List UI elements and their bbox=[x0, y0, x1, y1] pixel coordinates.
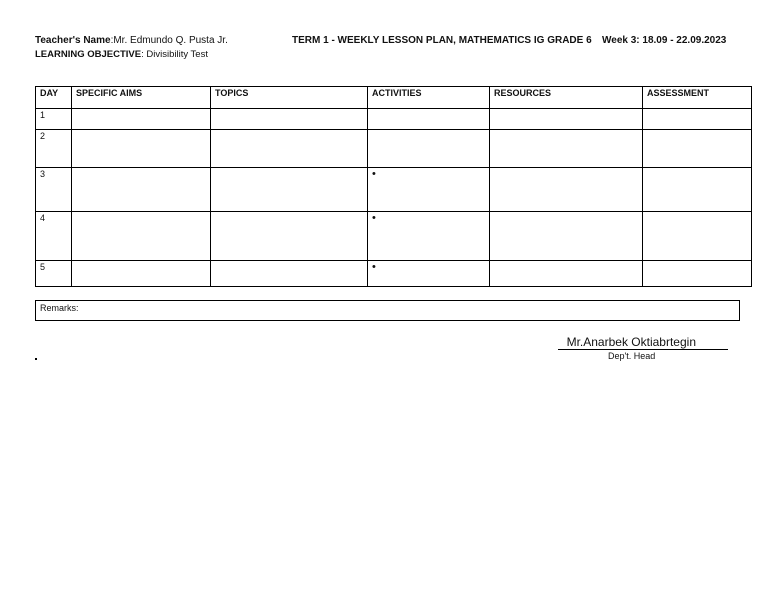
assessment-cell[interactable] bbox=[643, 109, 752, 130]
stray-dot bbox=[35, 358, 37, 360]
table-header-row bbox=[36, 87, 752, 109]
day-cell: 2 bbox=[36, 130, 72, 168]
dept-head-title: Dep't. Head bbox=[608, 351, 656, 361]
bullet-icon: • bbox=[372, 261, 376, 273]
teacher-name-label: Teacher's Name bbox=[35, 35, 111, 46]
table-row bbox=[36, 212, 752, 261]
column-header-topics: TOPICS bbox=[211, 87, 368, 109]
assessment-cell[interactable] bbox=[643, 212, 752, 261]
topics-cell[interactable] bbox=[211, 212, 368, 261]
topics-cell[interactable] bbox=[211, 109, 368, 130]
topics-cell[interactable] bbox=[211, 261, 368, 287]
bullet-icon: • bbox=[372, 168, 376, 180]
day-cell: 3 bbox=[36, 168, 72, 212]
table-row bbox=[36, 261, 752, 287]
activities-cell[interactable] bbox=[368, 109, 490, 130]
topics-cell[interactable] bbox=[211, 130, 368, 168]
column-header-activities: ACTIVITIES bbox=[368, 87, 490, 109]
learning-objective-label: LEARNING OBJECTIVE bbox=[35, 49, 142, 60]
column-header-resources: RESOURCES bbox=[490, 87, 643, 109]
remarks-box[interactable] bbox=[35, 300, 740, 321]
specific-aims-cell[interactable] bbox=[72, 109, 211, 130]
table-row bbox=[36, 168, 752, 212]
dept-head-signature: Mr.Anarbek Oktiabrtegin bbox=[558, 335, 728, 350]
resources-cell[interactable] bbox=[490, 168, 643, 212]
bullet-icon: • bbox=[372, 212, 376, 224]
resources-cell[interactable] bbox=[490, 109, 643, 130]
activities-cell[interactable] bbox=[368, 212, 490, 261]
assessment-cell[interactable] bbox=[643, 168, 752, 212]
table-row bbox=[36, 130, 752, 168]
resources-cell[interactable] bbox=[490, 130, 643, 168]
column-header-assessment: ASSESSMENT bbox=[643, 87, 752, 109]
column-header-day: DAY bbox=[36, 87, 72, 109]
remarks-label: Remarks: bbox=[40, 303, 79, 313]
topics-cell[interactable] bbox=[211, 168, 368, 212]
learning-objective bbox=[35, 49, 208, 60]
table-row bbox=[36, 109, 752, 130]
week-range: Week 3: 18.09 - 22.09.2023 bbox=[602, 35, 727, 46]
activities-cell[interactable] bbox=[368, 130, 490, 168]
learning-objective-value: : Divisibility Test bbox=[141, 49, 208, 60]
assessment-cell[interactable] bbox=[643, 130, 752, 168]
teacher-name bbox=[35, 35, 228, 46]
day-cell: 4 bbox=[36, 212, 72, 261]
teacher-name-value: :Mr. Edmundo Q. Pusta Jr. bbox=[110, 35, 228, 46]
resources-cell[interactable] bbox=[490, 261, 643, 287]
specific-aims-cell[interactable] bbox=[72, 261, 211, 287]
specific-aims-cell[interactable] bbox=[72, 130, 211, 168]
day-cell: 1 bbox=[36, 109, 72, 130]
lesson-plan-table bbox=[35, 86, 752, 287]
day-cell: 5 bbox=[36, 261, 72, 287]
specific-aims-cell[interactable] bbox=[72, 168, 211, 212]
column-header-specific-aims: SPECIFIC AIMS bbox=[72, 87, 211, 109]
activities-cell[interactable] bbox=[368, 261, 490, 287]
specific-aims-cell[interactable] bbox=[72, 212, 211, 261]
document-title: TERM 1 - WEEKLY LESSON PLAN, MATHEMATICS IG GRADE 6 bbox=[292, 35, 592, 46]
resources-cell[interactable] bbox=[490, 212, 643, 261]
activities-cell[interactable] bbox=[368, 168, 490, 212]
assessment-cell[interactable] bbox=[643, 261, 752, 287]
